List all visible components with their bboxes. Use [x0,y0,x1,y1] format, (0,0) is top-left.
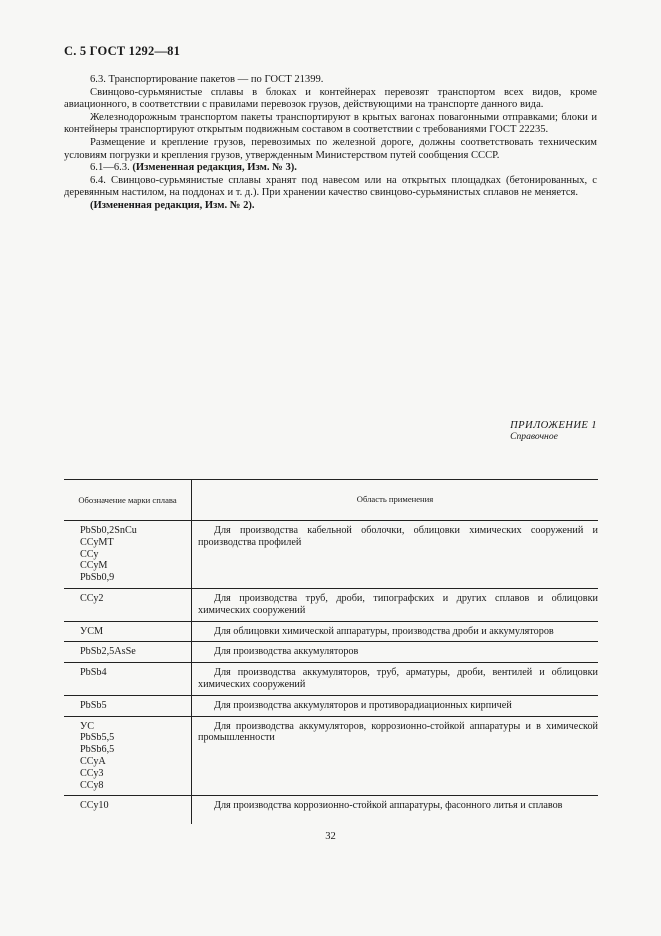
alloy-grade: ССу2 [80,592,104,604]
table-row [64,521,598,589]
application-text: Для производства аккумуляторов, труб, арматуры, дроби, вентилей и облицовки химических сооружений [198,667,598,690]
table-row [64,588,598,621]
alloy-grade: УСМ [80,625,104,637]
table-row [64,695,598,716]
paragraph-6-3: 6.3. Транспортирование пакетов — по ГОСТ 21399. [90,74,324,85]
grade-column-header: Обозначение марки сплава [64,480,192,521]
paragraph-placement: Размещение и крепление грузов, перевозимых по железной дороге, должны соответствовать техническим условиям погрузки и крепления грузов, утвержденным Министерством путей сообщения СССР. [64,136,597,161]
alloy-grade: PbSb0,9 [80,572,115,584]
alloy-grade-cell [64,796,192,825]
application-text: Для производства коррозионно-стойкой аппаратуры, фасонного литья и сплавов [214,800,563,812]
alloy-grade: ССу3 [80,767,104,779]
page-header: С. 5 ГОСТ 1292—81 [64,44,181,58]
alloy-grade: ССу [80,548,99,560]
application-cell [192,621,599,642]
table-header-row [64,480,598,521]
alloy-grade: ССуМ [80,560,108,572]
amendment-note-3 [64,162,597,175]
application-text: Для производства кабельной оболочки, облицовки химических сооружений и производства профилей [198,525,598,548]
page-number: 32 [325,831,336,842]
application-cell [192,642,599,663]
alloy-grade-cell [64,521,192,589]
table-row [64,621,598,642]
alloy-grade: ССу10 [80,800,109,812]
alloy-application-table [64,479,598,824]
application-text: Для производства труб, дроби, типографских и других сплавов и облицовки химических сооружений [198,592,598,616]
application-cell [192,716,599,796]
alloy-grade: ССу8 [80,779,104,791]
alloy-grade-cell [64,716,192,796]
alloy-grade: УС [80,720,95,732]
application-cell [192,695,599,716]
table-row [64,796,598,825]
table-row [64,642,598,663]
alloy-grade: ССуМТ [80,536,114,548]
appendix-title: ПРИЛОЖЕНИЕ 1 [510,420,597,431]
alloy-grade-cell [64,663,192,696]
application-column-header: Область применения [192,480,599,521]
alloy-grade: PbSb4 [80,667,107,679]
alloy-grade: PbSb6,5 [80,744,115,756]
table-body [64,521,598,825]
alloy-grade-cell [64,642,192,663]
alloy-grade: ССуА [80,755,106,767]
alloy-grade: PbSb5,5 [80,732,115,744]
amendment-prefix: 6.1—6.3. [90,162,133,174]
appendix-subtitle: Справочное [510,431,558,442]
application-text: Для производства аккумуляторов, коррозионно-стойкой аппаратуры и в химической промышленности [198,720,598,744]
alloy-grade: PbSb0,2SnCu [80,525,137,536]
application-cell [192,796,599,825]
alloy-grade-cell [64,695,192,716]
amendment-label: (Измененная редакция, Изм. № 3). [132,162,297,174]
alloy-grade: PbSb2,5AsSe [80,646,136,658]
paragraph-6-4: 6.4. Свинцово-сурьмянистые сплавы хранят под навесом или на открытых площадках (бетонированных, с деревянным настилом, на поддонах и т. д.). При хранении качество свинцово-сурьмянистых сплавов не меняется. [64,174,597,199]
application-text: Для производства аккумуляторов и противорадиационных кирпичей [214,699,512,711]
paragraph-transport: Свинцово-сурьмянистые сплавы в блоках и контейнерах перевозят транспортом всех видов, кроме авиационного, в соответствии с правилами перевозок грузов, действующими на транспорте данного вида. [64,86,597,111]
application-cell [192,663,599,696]
alloy-grade-cell [64,621,192,642]
table-row [64,716,598,796]
application-cell [192,588,599,621]
section-text [64,74,597,213]
application-cell [192,521,599,589]
application-text: Для облицовки химической аппаратуры, производства дроби и аккумуляторов [214,625,554,637]
alloy-grade: PbSb5 [80,699,107,711]
table-row [64,663,598,696]
alloy-grade-cell [64,588,192,621]
amendment-note-2: (Измененная редакция, Изм. № 2). [90,199,255,211]
paragraph-railway: Железнодорожным транспортом пакеты транспортируют в крытых вагонах повагонными отправками; блоки и контейнеры транспортируют открытым подвижным составом в соответствии с требованиями ГОСТ 22235. [64,111,597,136]
application-text: Для производства аккумуляторов [214,646,359,658]
appendix-heading [510,420,597,442]
